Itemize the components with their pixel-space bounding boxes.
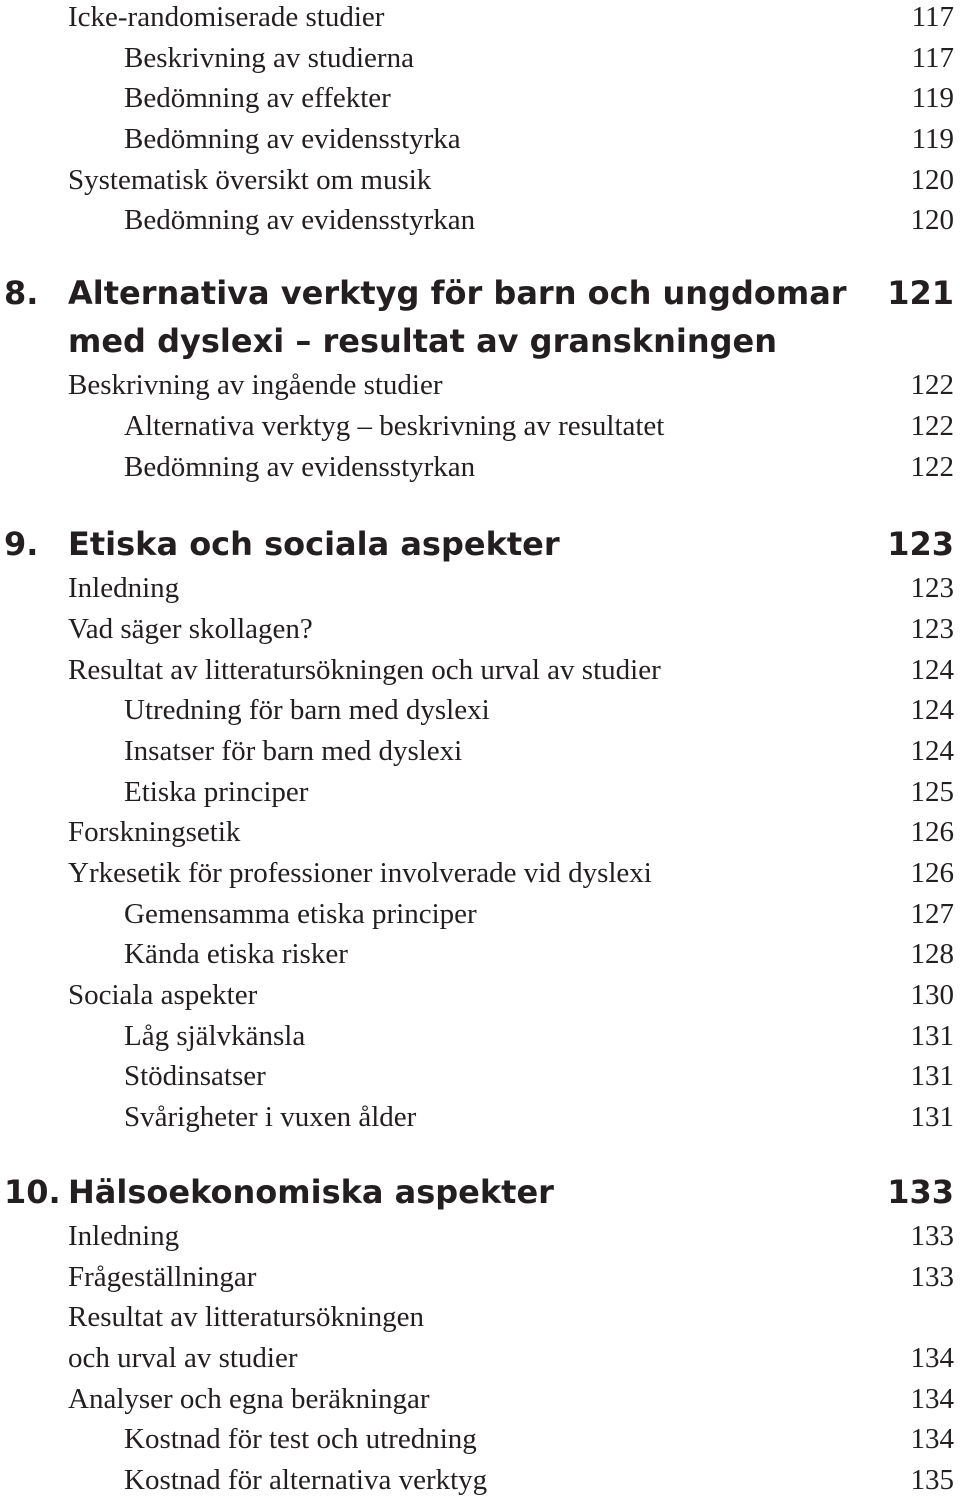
toc-entry-label: Låg självkänsla (124, 1019, 306, 1052)
toc-entry-page: 127 (910, 897, 954, 930)
toc-entry (0, 1257, 960, 1298)
toc-entry (0, 200, 960, 241)
toc-entry-label: Sociala aspekter (68, 979, 258, 1012)
toc-entry-label: Utredning för barn med dyslexi (124, 694, 490, 727)
toc-entry-page: 122 (910, 369, 954, 402)
toc-entry-page: 126 (910, 857, 954, 889)
toc-entry-page: 123 (910, 612, 954, 645)
toc-entry (0, 1216, 960, 1257)
toc-entry (0, 119, 960, 160)
toc-entry (0, 650, 960, 691)
toc-entry-label: och urval av studier (68, 1341, 298, 1374)
chapter-page: 123 (887, 525, 954, 564)
toc-entry-label: Bedömning av evidensstyrkan (124, 204, 476, 237)
toc-entry (0, 1056, 960, 1097)
toc-entry (0, 1379, 960, 1420)
toc-entry-label: Yrkesetik för professioner involverade vid dyslexi (68, 857, 652, 889)
chapter-heading-10 (0, 1168, 960, 1216)
chapter-title-line-2: med dyslexi – resultat av granskningen (68, 322, 777, 361)
toc-entry-label: Kostnad för alternativa verktyg (124, 1463, 488, 1496)
toc-entry (0, 447, 960, 488)
toc-entry-label: Bedömning av evidensstyrka (124, 123, 461, 156)
toc-entry-page: 117 (911, 1, 954, 33)
toc-entry-page: 131 (910, 1060, 954, 1093)
toc-entry (0, 406, 960, 447)
toc-entry-page: 119 (911, 82, 954, 115)
toc-entry-label: Kända etiska risker (124, 938, 348, 971)
toc-entry-label: Vad säger skollagen? (68, 612, 313, 645)
toc-entry-page: 133 (910, 1219, 954, 1252)
chapter-page: 121 (887, 274, 954, 313)
toc-entry (0, 1097, 960, 1138)
toc-entry-page: 131 (910, 1101, 954, 1134)
chapter-number: 9. (4, 525, 39, 564)
toc-entry-label: Stödinsatser (124, 1060, 266, 1093)
toc-entry-label: Etiska principer (124, 775, 309, 808)
chapter-page: 133 (887, 1172, 954, 1211)
toc-entry-page: 131 (910, 1019, 954, 1052)
toc-entry (0, 609, 960, 650)
toc-entry-label: Icke-randomiserade studier (68, 1, 385, 33)
toc-entry (0, 812, 960, 853)
toc-entry-page: 120 (910, 163, 954, 196)
toc-entry (0, 934, 960, 975)
toc-entry-page: 119 (911, 123, 954, 156)
toc-entry-label: Bedömning av evidensstyrkan (124, 450, 476, 483)
toc-entry-page: 133 (910, 1260, 954, 1293)
toc-entry (0, 772, 960, 813)
chapter-title: Hälsoekonomiska aspekter (68, 1172, 554, 1211)
toc-entry (0, 853, 960, 894)
toc-entry-label: Beskrivning av ingående studier (68, 369, 443, 402)
chapter-heading-9 (0, 520, 960, 568)
toc-entry-label: Frågeställningar (68, 1260, 257, 1293)
toc-entry (0, 160, 960, 201)
toc-entry (0, 894, 960, 935)
toc-entry (0, 975, 960, 1016)
toc-entry (0, 690, 960, 731)
toc-entry (0, 1297, 960, 1338)
chapter-number: 10. (4, 1172, 61, 1211)
chapter-title: Etiska och sociala aspekter (68, 525, 560, 564)
chapter-number: 8. (4, 274, 39, 313)
toc-entry (0, 78, 960, 119)
toc-entry-label: Systematisk översikt om musik (68, 163, 432, 196)
toc-entry-page: 126 (910, 816, 954, 849)
toc-entry (0, 1338, 960, 1379)
toc-entry-label: Gemensamma etiska principer (124, 897, 477, 930)
toc-entry-label: Bedömning av effekter (124, 82, 391, 115)
toc-entry-page: 134 (910, 1341, 954, 1374)
toc-entry-label: Beskrivning av studierna (124, 41, 414, 74)
toc-entry-label: Resultat av litteratursökningen (68, 1301, 424, 1334)
toc-entry (0, 1460, 960, 1501)
toc-entry-page: 128 (910, 938, 954, 971)
toc-entry-label: Forskningsetik (68, 816, 241, 849)
toc-entry-page: 123 (910, 572, 954, 605)
toc-entry-page: 122 (910, 450, 954, 483)
toc-entry-page: 124 (910, 694, 954, 727)
toc-entry (0, 731, 960, 772)
toc-entry-page: 130 (910, 979, 954, 1012)
toc-entry-label: Analyser och egna beräkningar (68, 1382, 430, 1415)
toc-entry-label: Svårigheter i vuxen ålder (124, 1101, 417, 1134)
toc-entry-page: 124 (910, 653, 954, 686)
toc-entry-label: Inledning (68, 572, 180, 605)
chapter-heading-8 (0, 269, 960, 365)
toc-entry (0, 1016, 960, 1057)
toc-entry-label: Inledning (68, 1219, 180, 1252)
toc-entry-page: 135 (910, 1463, 954, 1496)
toc-entry-label: Resultat av litteratursökningen och urval av studier (68, 653, 661, 686)
toc-entry-page: 124 (910, 734, 954, 767)
toc-entry (0, 365, 960, 406)
toc-entry-label: Alternativa verktyg – beskrivning av resultatet (124, 409, 665, 442)
toc-entry (0, 1419, 960, 1460)
toc-entry-page: 125 (910, 775, 954, 808)
toc-entry (0, 568, 960, 609)
toc-entry-page: 122 (910, 409, 954, 442)
toc-entry-page: 120 (910, 204, 954, 237)
toc-entry (0, 0, 960, 38)
toc-entry-page: 134 (910, 1382, 954, 1415)
toc-entry-page: 117 (911, 41, 954, 74)
toc-entry-label: Insatser för barn med dyslexi (124, 734, 463, 767)
toc-entry-page: 134 (910, 1423, 954, 1456)
toc-entry-label: Kostnad för test och utredning (124, 1423, 477, 1456)
chapter-title-line-1: Alternativa verktyg för barn och ungdomar (68, 274, 847, 313)
toc-entry (0, 38, 960, 79)
